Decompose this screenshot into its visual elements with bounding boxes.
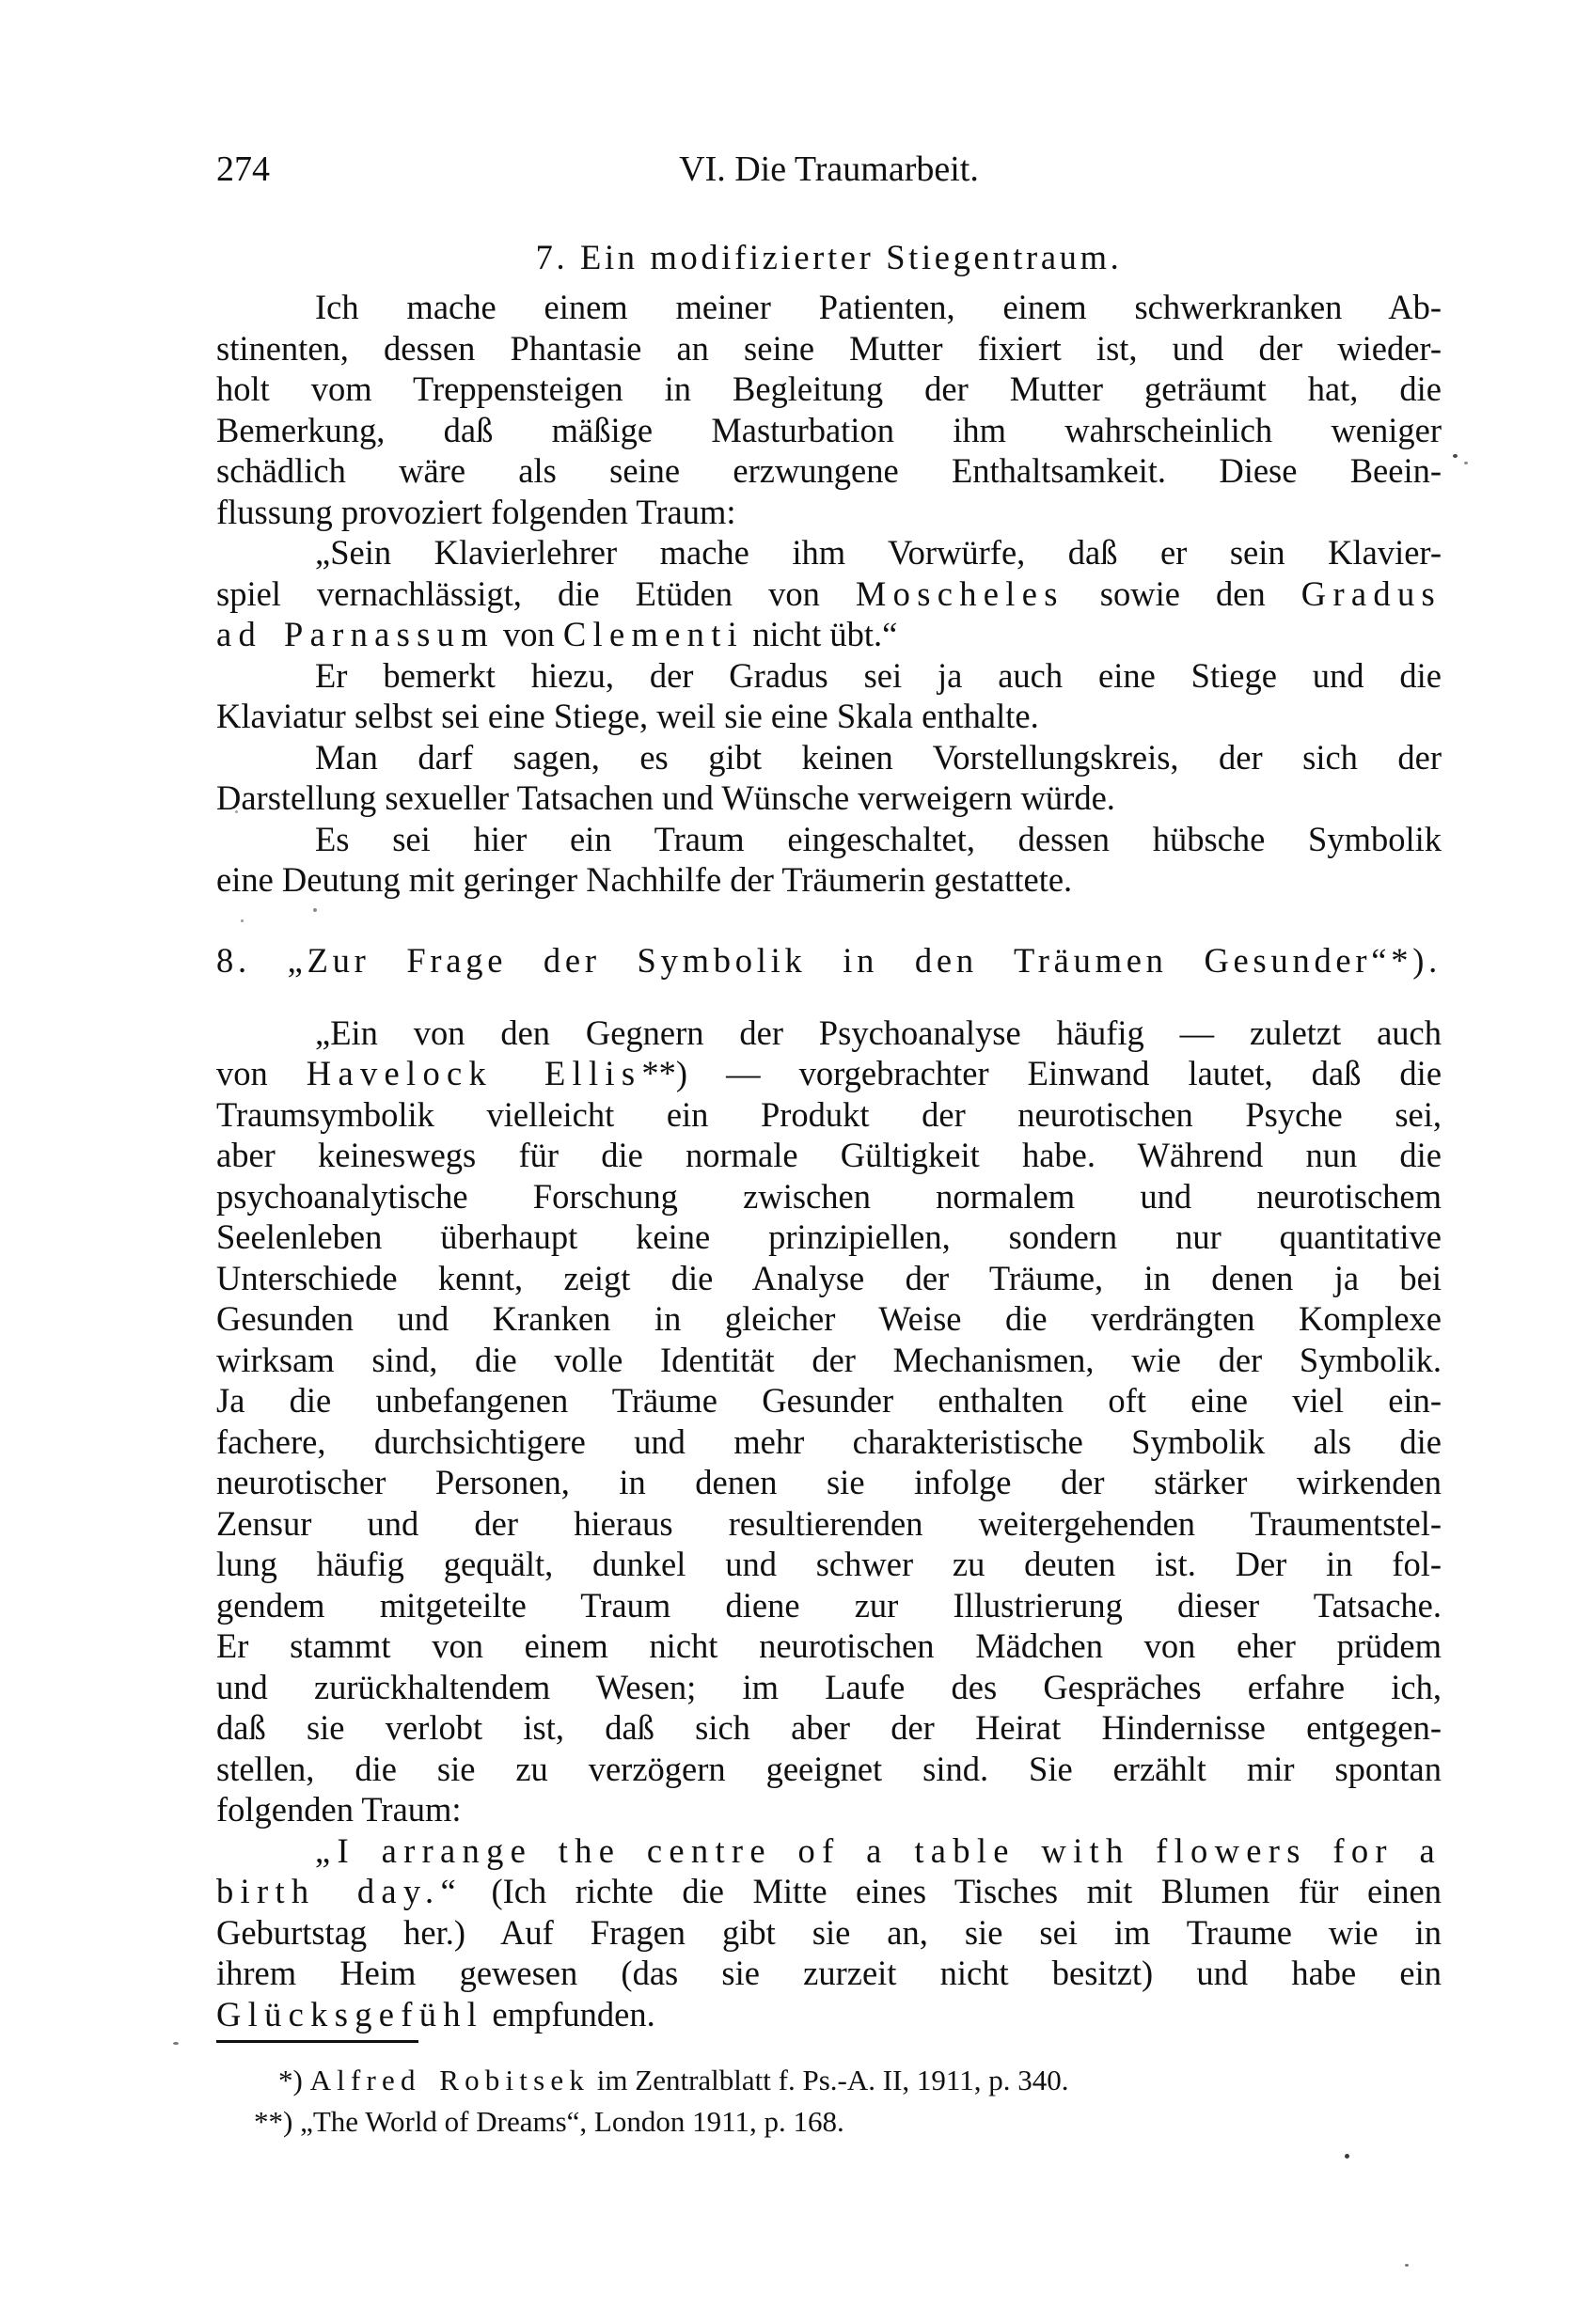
text-run: Seelenleben überhaupt keine prinzipiellen, sondern nur quantitative (216, 1217, 1442, 1256)
text-run: Er bemerkt hiezu, der Gradus sei ja auch eine Stiege und die (315, 655, 1442, 695)
section-7-body (216, 287, 1442, 901)
scan-speck (1453, 454, 1458, 458)
text-run: *) (278, 2064, 310, 2096)
section-8-body (216, 1013, 1442, 2035)
paragraph (216, 287, 1442, 532)
paragraph (216, 819, 1442, 901)
text-line (216, 1871, 1442, 1912)
text-run: und zurückhaltendem Wesen; im Laufe des Gespräches erfahre ich, (216, 1667, 1442, 1706)
text-run: Zensur und der hieraus resultierenden weitergehenden Traumentstel- (216, 1503, 1442, 1543)
text-run: Man darf sagen, es gibt keinen Vorstellungskreis, der sich der (315, 737, 1442, 777)
footnotes (216, 2062, 1442, 2143)
text-run: sowie den (1064, 573, 1301, 613)
text-line (216, 1176, 1442, 1217)
text-run: (Ich richte die Mitte eines Tisches mit Blumen für einen (462, 1872, 1442, 1910)
text-run: **) „The World of Dreams“, London 1911, p. 168. (254, 2104, 844, 2138)
text-line (216, 1749, 1442, 1790)
scan-speck (241, 919, 244, 922)
text-run: folgenden Traum: (216, 1790, 462, 1829)
page-header (216, 149, 1442, 192)
text-line (216, 1013, 1442, 1054)
section-8-heading: 8. „Zur Frage der Symbolik in den Träumen Gesunder“*). (216, 940, 1442, 980)
text-line (216, 410, 1442, 451)
spaced-text: Gradus (1300, 573, 1442, 613)
scan-speck (313, 908, 317, 912)
text-line (216, 1789, 1442, 1830)
text-run: Traumsymbolik vielleicht ein Produkt der neurotischen Psyche sei, (216, 1094, 1442, 1134)
footnote-separator (216, 2040, 418, 2043)
scan-speck (1464, 462, 1468, 464)
footnote (216, 2062, 1442, 2103)
text-run: „Ein von den Gegnern der Psychoanalyse häufig — zuletzt auch (315, 1013, 1442, 1052)
page-number: 274 (216, 149, 270, 189)
scan-speck (1405, 2264, 1409, 2267)
text-line (216, 1830, 1442, 1872)
text-run: holt vom Treppensteigen in Begleitung der Mutter geträumt hat, die (216, 369, 1442, 408)
spaced-text: Alfred Robitsek (309, 2064, 591, 2096)
paragraph (216, 737, 1442, 819)
text-line (216, 1462, 1442, 1503)
text-line (216, 492, 1442, 533)
text-run: von (494, 615, 563, 653)
text-run: schädlich wäre als seine erzwungene Enthaltsamkeit. Diese Beein- (216, 451, 1442, 490)
footnote (216, 2103, 1442, 2144)
text-run: lung häufig gequält, dunkel und schwer zu deuten ist. Der in fol- (216, 1545, 1442, 1583)
text-run: eine Deutung mit geringer Nachhilfe der Träumerin gestattete. (216, 860, 1073, 899)
text-block (216, 0, 1442, 2143)
text-run: gendem mitgeteilte Traum diene zur Illustrierung dieser Tatsache. (216, 1585, 1442, 1625)
text-line (216, 1953, 1442, 1994)
text-line (216, 1217, 1442, 1258)
text-run: stellen, die sie zu verzögern geeignet sind. Sie erzählt mir spontan (216, 1749, 1442, 1788)
text-run: Unterschiede kennt, zeigt die Analyse der Träume, in denen ja bei (216, 1258, 1442, 1297)
paragraph (216, 1830, 1442, 2035)
text-line (216, 1707, 1442, 1749)
text-line (216, 328, 1442, 369)
spaced-text: Moscheles (855, 573, 1064, 613)
text-line (216, 1667, 1442, 1708)
text-run: wirksam sind, die volle Identität der Mechanismen, wie der Symbolik. (216, 1340, 1442, 1379)
text-run: Ich mache einem meiner Patienten, einem schwerkranken Ab- (315, 288, 1442, 326)
paragraph (216, 532, 1442, 655)
text-run: Es sei hier ein Traum eingeschaltet, dessen hübsche Symbolik (315, 819, 1442, 858)
text-run: Bemerkung, daß mäßige Masturbation ihm wahrscheinlich weniger (216, 410, 1442, 449)
text-run: Darstellung sexueller Tatsachen und Wünsche verweigern würde. (216, 778, 1115, 817)
spaced-text: Havelock Ellis (306, 1054, 642, 1092)
text-run: spiel vernachlässigt, die Etüden von (216, 573, 856, 613)
text-run: empfunden. (483, 1994, 655, 2034)
text-line (216, 819, 1442, 860)
text-run: psychoanalytische Forschung zwischen normalem und neurotischem (216, 1176, 1442, 1216)
text-line (216, 450, 1442, 492)
text-line (216, 1298, 1442, 1340)
text-run: „Sein Klavierlehrer mache ihm Vorwürfe, daß er sein Klavier- (315, 533, 1442, 572)
text-run: ihrem Heim gewesen (das sie zurzeit nicht besitzt) und habe ein (216, 1954, 1442, 1992)
text-line (216, 777, 1442, 819)
text-run: Gesunden und Kranken in gleicher Weise die verdrängten Komplexe (216, 1299, 1442, 1338)
paragraph (216, 655, 1442, 737)
text-run: Er stammt von einem nicht neurotischen Mädchen von eher prüdem (216, 1626, 1442, 1665)
text-run: nicht übt.“ (744, 615, 898, 653)
text-run: stinenten, dessen Phantasie an seine Mutter fixiert ist, und der wieder- (216, 328, 1442, 368)
text-line (254, 2103, 1442, 2144)
text-line (216, 1094, 1442, 1136)
text-run: Klaviatur selbst sei eine Stiege, weil sie eine Skala enthalte. (216, 697, 1039, 735)
scan-speck (1345, 2154, 1349, 2159)
running-title: VI. Die Traumarbeit. (679, 149, 979, 189)
text-run: im Zentralblatt f. Ps.-A. II, 1911, p. 340. (590, 2064, 1069, 2096)
text-line (216, 573, 1442, 615)
text-run: aber keineswegs für die normale Gültigkeit habe. Während nun die (216, 1136, 1442, 1174)
text-line (216, 1625, 1442, 1667)
text-run: neurotischer Personen, in denen sie infolge der stärker wirkenden (216, 1463, 1442, 1501)
text-line (216, 1544, 1442, 1585)
section-7-heading: 7. Ein modifizierter Stiegentraum. (535, 238, 1123, 276)
text-line (216, 1912, 1442, 1954)
scan-speck (235, 810, 238, 813)
text-run: Ja die unbefangenen Träume Gesunder enthalten oft eine viel ein- (216, 1381, 1442, 1420)
text-line (216, 1994, 1442, 2035)
text-line (216, 1380, 1442, 1421)
text-line (216, 287, 1442, 328)
text-run: Geburtstag her.) Auf Fragen gibt sie an, sie sei im Traume wie in (216, 1912, 1442, 1952)
text-line (216, 737, 1442, 778)
text-run: von (216, 1054, 307, 1092)
text-line (216, 369, 1442, 410)
text-line (216, 532, 1442, 573)
paragraph (216, 1013, 1442, 1830)
text-line (216, 1135, 1442, 1176)
text-line (216, 1258, 1442, 1299)
spaced-text: birth day.“ (216, 1872, 463, 1910)
text-line (278, 2062, 1442, 2103)
text-run: **) — vorgebrachter Einwand lautet, daß die (641, 1054, 1442, 1092)
spaced-text: „I arrange the centre of a table with flowers for a (315, 1830, 1442, 1870)
scan-speck (173, 2042, 179, 2045)
text-line (216, 859, 1442, 901)
text-line (216, 1421, 1442, 1463)
spaced-text: ad Parnassum (216, 615, 495, 653)
text-line (216, 696, 1442, 737)
spaced-text: Clementi (562, 615, 745, 653)
text-line (216, 614, 1442, 655)
text-run: flussung provoziert folgenden Traum: (216, 492, 736, 531)
text-line (216, 655, 1442, 697)
text-line (216, 1340, 1442, 1381)
spaced-text: Glücksgefühl (216, 1994, 484, 2034)
text-run: fachere, durchsichtigere und mehr charakteristische Symbolik als die (216, 1421, 1442, 1461)
text-run: daß sie verlobt ist, daß sich aber der Heirat Hindernisse entgegen- (216, 1708, 1442, 1747)
text-line (216, 1585, 1442, 1626)
text-line (216, 1503, 1442, 1545)
text-line (216, 1053, 1442, 1094)
